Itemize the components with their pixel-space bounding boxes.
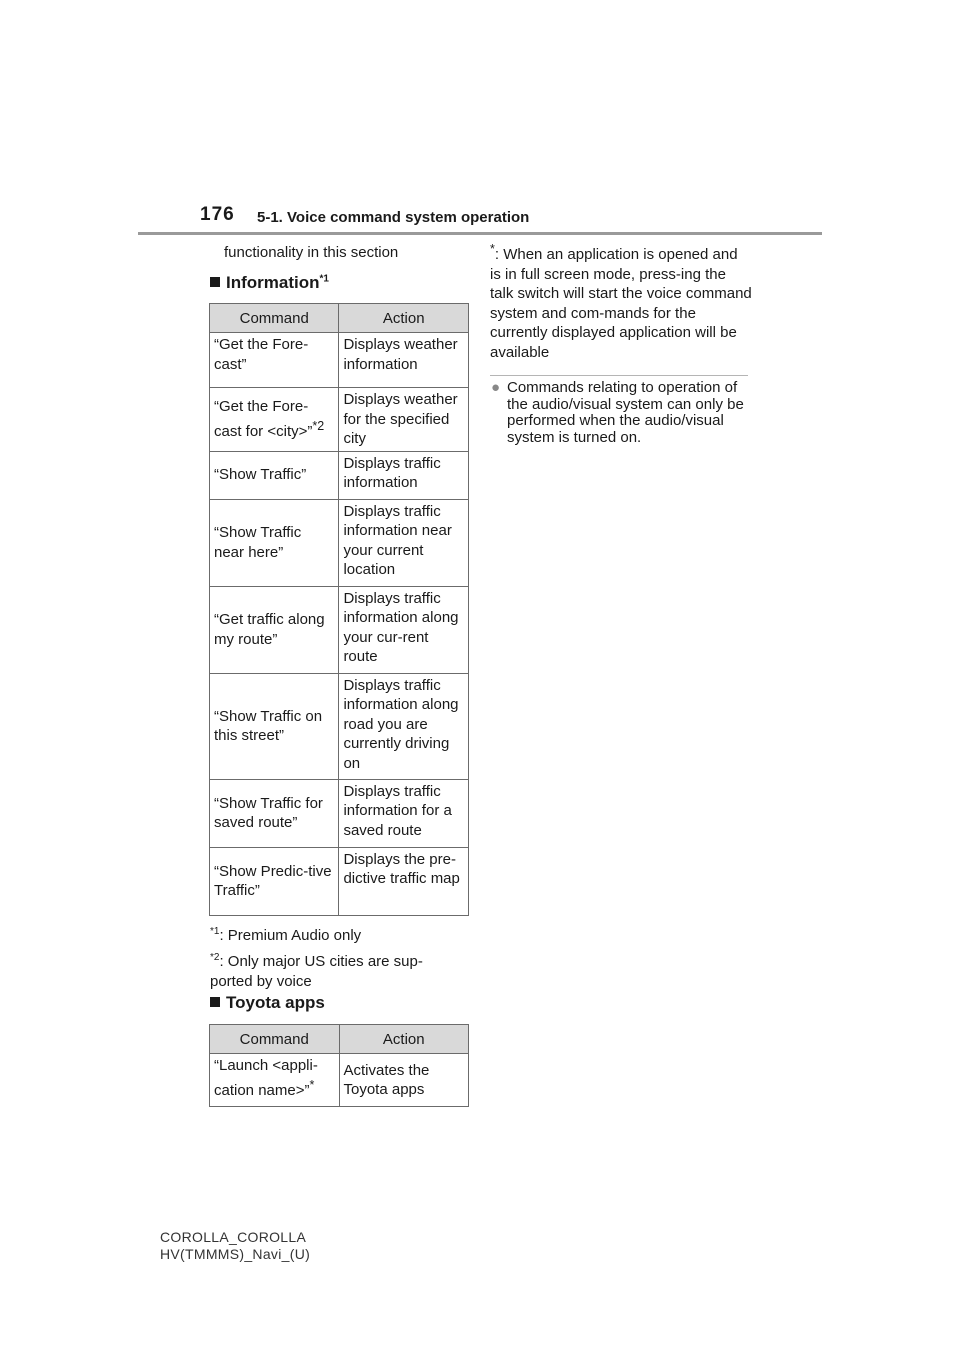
footnote-2	[210, 948, 450, 991]
table-row	[210, 586, 469, 673]
information-heading	[210, 273, 329, 293]
toyota-apps-heading-label: Toyota apps	[226, 993, 325, 1012]
footnote-text: : Only major US cities are sup-ported by voice	[210, 953, 423, 990]
table-header-row	[210, 304, 469, 333]
bullet-circle-icon: ●	[491, 379, 501, 396]
action-cell: Displays weather for the specified city	[339, 388, 469, 452]
action-cell: Displays weather information	[339, 333, 469, 388]
footnote-text: : When an application is opened and is in full screen mode, press-ing the talk switch will start the voice command system and com-mands for the currently displayed application will be available	[490, 246, 752, 361]
footer-line-2: HV(TMMMS)_Navi_(U)	[160, 1246, 311, 1262]
command-cell: “Show Traffic on this street”	[210, 673, 339, 779]
command-cell	[210, 388, 339, 452]
command-sup: *2	[312, 418, 325, 433]
command-cell: “Get traffic along my route”	[210, 586, 339, 673]
action-cell: Displays traffic information along your cur-rent route	[339, 586, 469, 673]
action-cell: Displays traffic information near your current location	[339, 499, 469, 586]
information-heading-sup: *1	[319, 273, 329, 285]
action-cell: Displays the pre-dictive traffic map	[339, 847, 469, 915]
table-row	[210, 673, 469, 779]
table-row	[210, 1054, 469, 1107]
command-cell: “Show Predic-tive Traffic”	[210, 847, 339, 915]
square-bullet-icon	[210, 997, 220, 1007]
table-row	[210, 333, 469, 388]
table-row	[210, 451, 469, 499]
table-row	[210, 499, 469, 586]
action-cell: Displays traffic information	[339, 451, 469, 499]
intro-text: functionality in this section	[224, 244, 399, 261]
toyota-apps-table	[209, 1024, 469, 1107]
table-row	[210, 779, 469, 847]
information-table	[209, 303, 469, 916]
page-number: 176	[200, 204, 235, 225]
action-cell: Activates the Toyota apps	[339, 1054, 469, 1107]
command-cell: “Show Traffic near here”	[210, 499, 339, 586]
action-cell: Displays traffic information for a saved route	[339, 779, 469, 847]
command-text: “Launch <appli-cation name>”	[214, 1057, 318, 1099]
footnote-mark: *	[490, 242, 495, 256]
command-sup: *	[309, 1077, 315, 1092]
divider	[490, 375, 748, 376]
footer-line-1: COROLLA_COROLLA	[160, 1229, 307, 1245]
table-row	[210, 388, 469, 452]
command-cell: “Get the Fore-cast”	[210, 333, 339, 388]
command-cell: “Show Traffic for saved route”	[210, 779, 339, 847]
footnote-mark: *1	[210, 926, 220, 937]
bullet-note	[491, 380, 753, 446]
command-cell: “Show Traffic”	[210, 451, 339, 499]
footnote-mark: *2	[210, 952, 220, 963]
column-header-action: Action	[339, 1025, 469, 1054]
page-footer	[160, 1229, 310, 1263]
section-title: 5-1. Voice command system operation	[257, 209, 530, 226]
information-heading-label: Information	[226, 273, 320, 292]
table-row	[210, 847, 469, 915]
header-rule	[138, 232, 822, 235]
bullet-text: Commands relating to operation of the audio/visual system can only be performed when the audio/visual system is turned on.	[507, 379, 744, 446]
command-text: “Get the Fore-cast for <city>”	[214, 398, 313, 440]
command-cell	[210, 1054, 340, 1107]
column-header-command: Command	[210, 304, 339, 333]
column-header-command: Command	[210, 1025, 340, 1054]
square-bullet-icon	[210, 277, 220, 287]
toyota-apps-heading	[210, 993, 325, 1013]
application-footnote	[490, 240, 752, 362]
action-cell: Displays traffic information along road you are currently driving on	[339, 673, 469, 779]
footnote-text: : Premium Audio only	[219, 927, 362, 944]
column-header-action: Action	[339, 304, 469, 333]
table-header-row	[210, 1025, 469, 1054]
footnote-1	[210, 922, 470, 946]
page-header	[0, 0, 960, 240]
